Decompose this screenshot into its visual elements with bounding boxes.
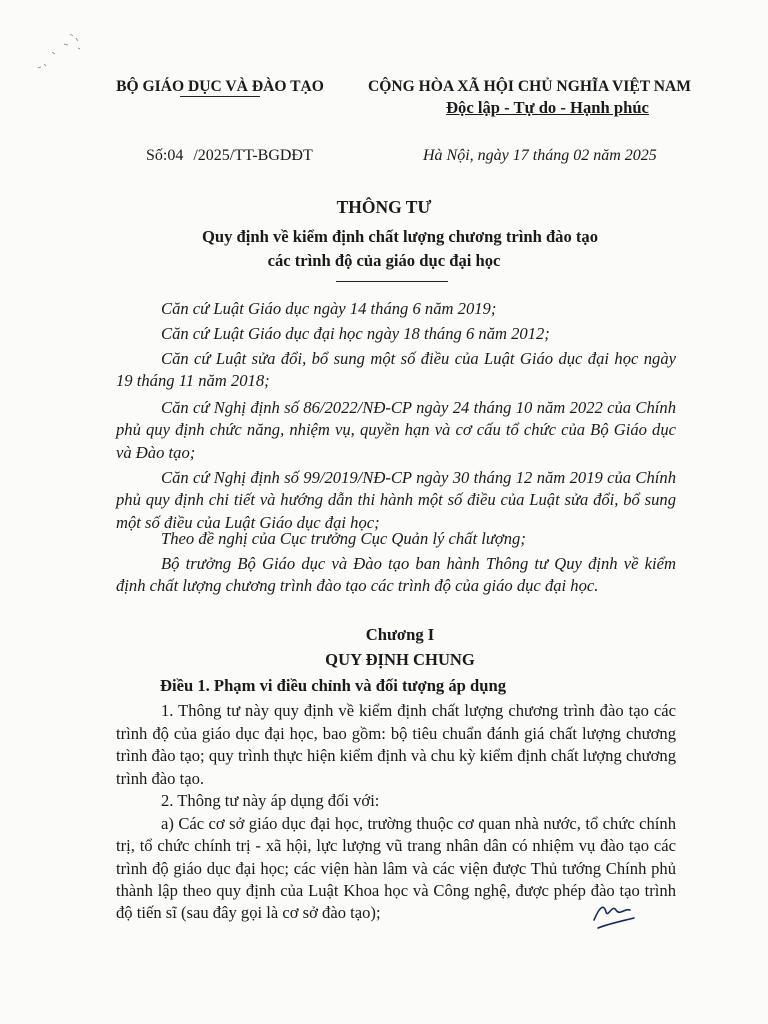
ministry-underline: [180, 96, 260, 97]
document-number: Số:04 /2025/TT-BGDĐT: [146, 147, 313, 164]
chapter-number: Chương I: [365, 625, 435, 644]
document-type: THÔNG TƯ: [336, 197, 432, 217]
preamble-item: Căn cứ Luật Giáo dục ngày 14 tháng 6 năm 2019;: [161, 299, 497, 318]
article-heading: Điều 1. Phạm vi điều chỉnh và đối tượng áp dụng: [160, 676, 507, 695]
preamble-item: Căn cứ Luật sửa đổi, bổ sung một số điều của Luật Giáo dục đại học ngày 19 tháng 11 năm 2018;: [116, 349, 676, 391]
preamble-item: Căn cứ Nghị định số 99/2019/NĐ-CP ngày 30 tháng 12 năm 2019 của Chính phủ quy định chi tiết và hướng dẫn thi hành một số điều của Luật sửa đổi, bổ sung một số điều của Luật Giáo dục đại học;: [116, 468, 676, 532]
motto: Độc lập - Tự do - Hạnh phúc: [446, 98, 649, 117]
title-divider: [336, 281, 448, 282]
article-paragraph: 1. Thông tư này quy định về kiểm định chất lượng chương trình đào tạo các trình độ của giáo dục đại học, bao gồm: bộ tiêu chuẩn đánh giá chất lượng chương trình đào tạo; quy trình thực hiện kiểm định và chu kỳ kiểm định chất lượng chương trình đào tạo.: [116, 701, 676, 788]
preamble-item: Căn cứ Luật Giáo dục đại học ngày 18 tháng 6 năm 2012;: [161, 324, 550, 343]
preamble-item: Bộ trưởng Bộ Giáo dục và Đào tạo ban hành Thông tư Quy định về kiểm định chất lượng chương trình đào tạo các trình độ của giáo dục đại học.: [116, 554, 676, 596]
document-title-line-1: Quy định về kiểm định chất lượng chương trình đào tạo: [201, 227, 599, 246]
ministry-name: BỘ GIÁO DỤC VÀ ĐÀO TẠO: [116, 78, 324, 95]
scan-mark: [30, 28, 90, 78]
article-paragraph: a) Các cơ sở giáo dục đại học, trường thuộc cơ quan nhà nước, tổ chức chính trị, tổ chức chính trị - xã hội, lực lượng vũ trang nhân dân có nhiệm vụ đào tạo các trình độ giáo dục đại học; các viện hàn lâm và các viện được Thủ tướng Chính phủ thành lập theo quy định của Luật Khoa học và Công nghệ, được phép đào tạo trình độ tiến sĩ (sau đây gọi là cơ sở đào tạo);: [116, 814, 676, 923]
document-title-line-2: các trình độ của giáo dục đại học: [267, 251, 501, 270]
place-and-date: Hà Nội, ngày 17 tháng 02 năm 2025: [423, 147, 657, 164]
chapter-name: QUY ĐỊNH CHUNG: [325, 650, 475, 669]
republic-name: CỘNG HÒA XÃ HỘI CHỦ NGHĨA VIỆT NAM: [368, 78, 692, 95]
preamble-item: Theo đề nghị của Cục trưởng Cục Quản lý chất lượng;: [161, 529, 526, 548]
initials-signature: [590, 898, 638, 934]
article-paragraph: 2. Thông tư này áp dụng đối với:: [161, 791, 380, 810]
preamble-item: Căn cứ Nghị định số 86/2022/NĐ-CP ngày 24 tháng 10 năm 2022 của Chính phủ quy định chức năng, nhiệm vụ, quyền hạn và cơ cấu tổ chức của Bộ Giáo dục và Đào tạo;: [116, 398, 676, 462]
